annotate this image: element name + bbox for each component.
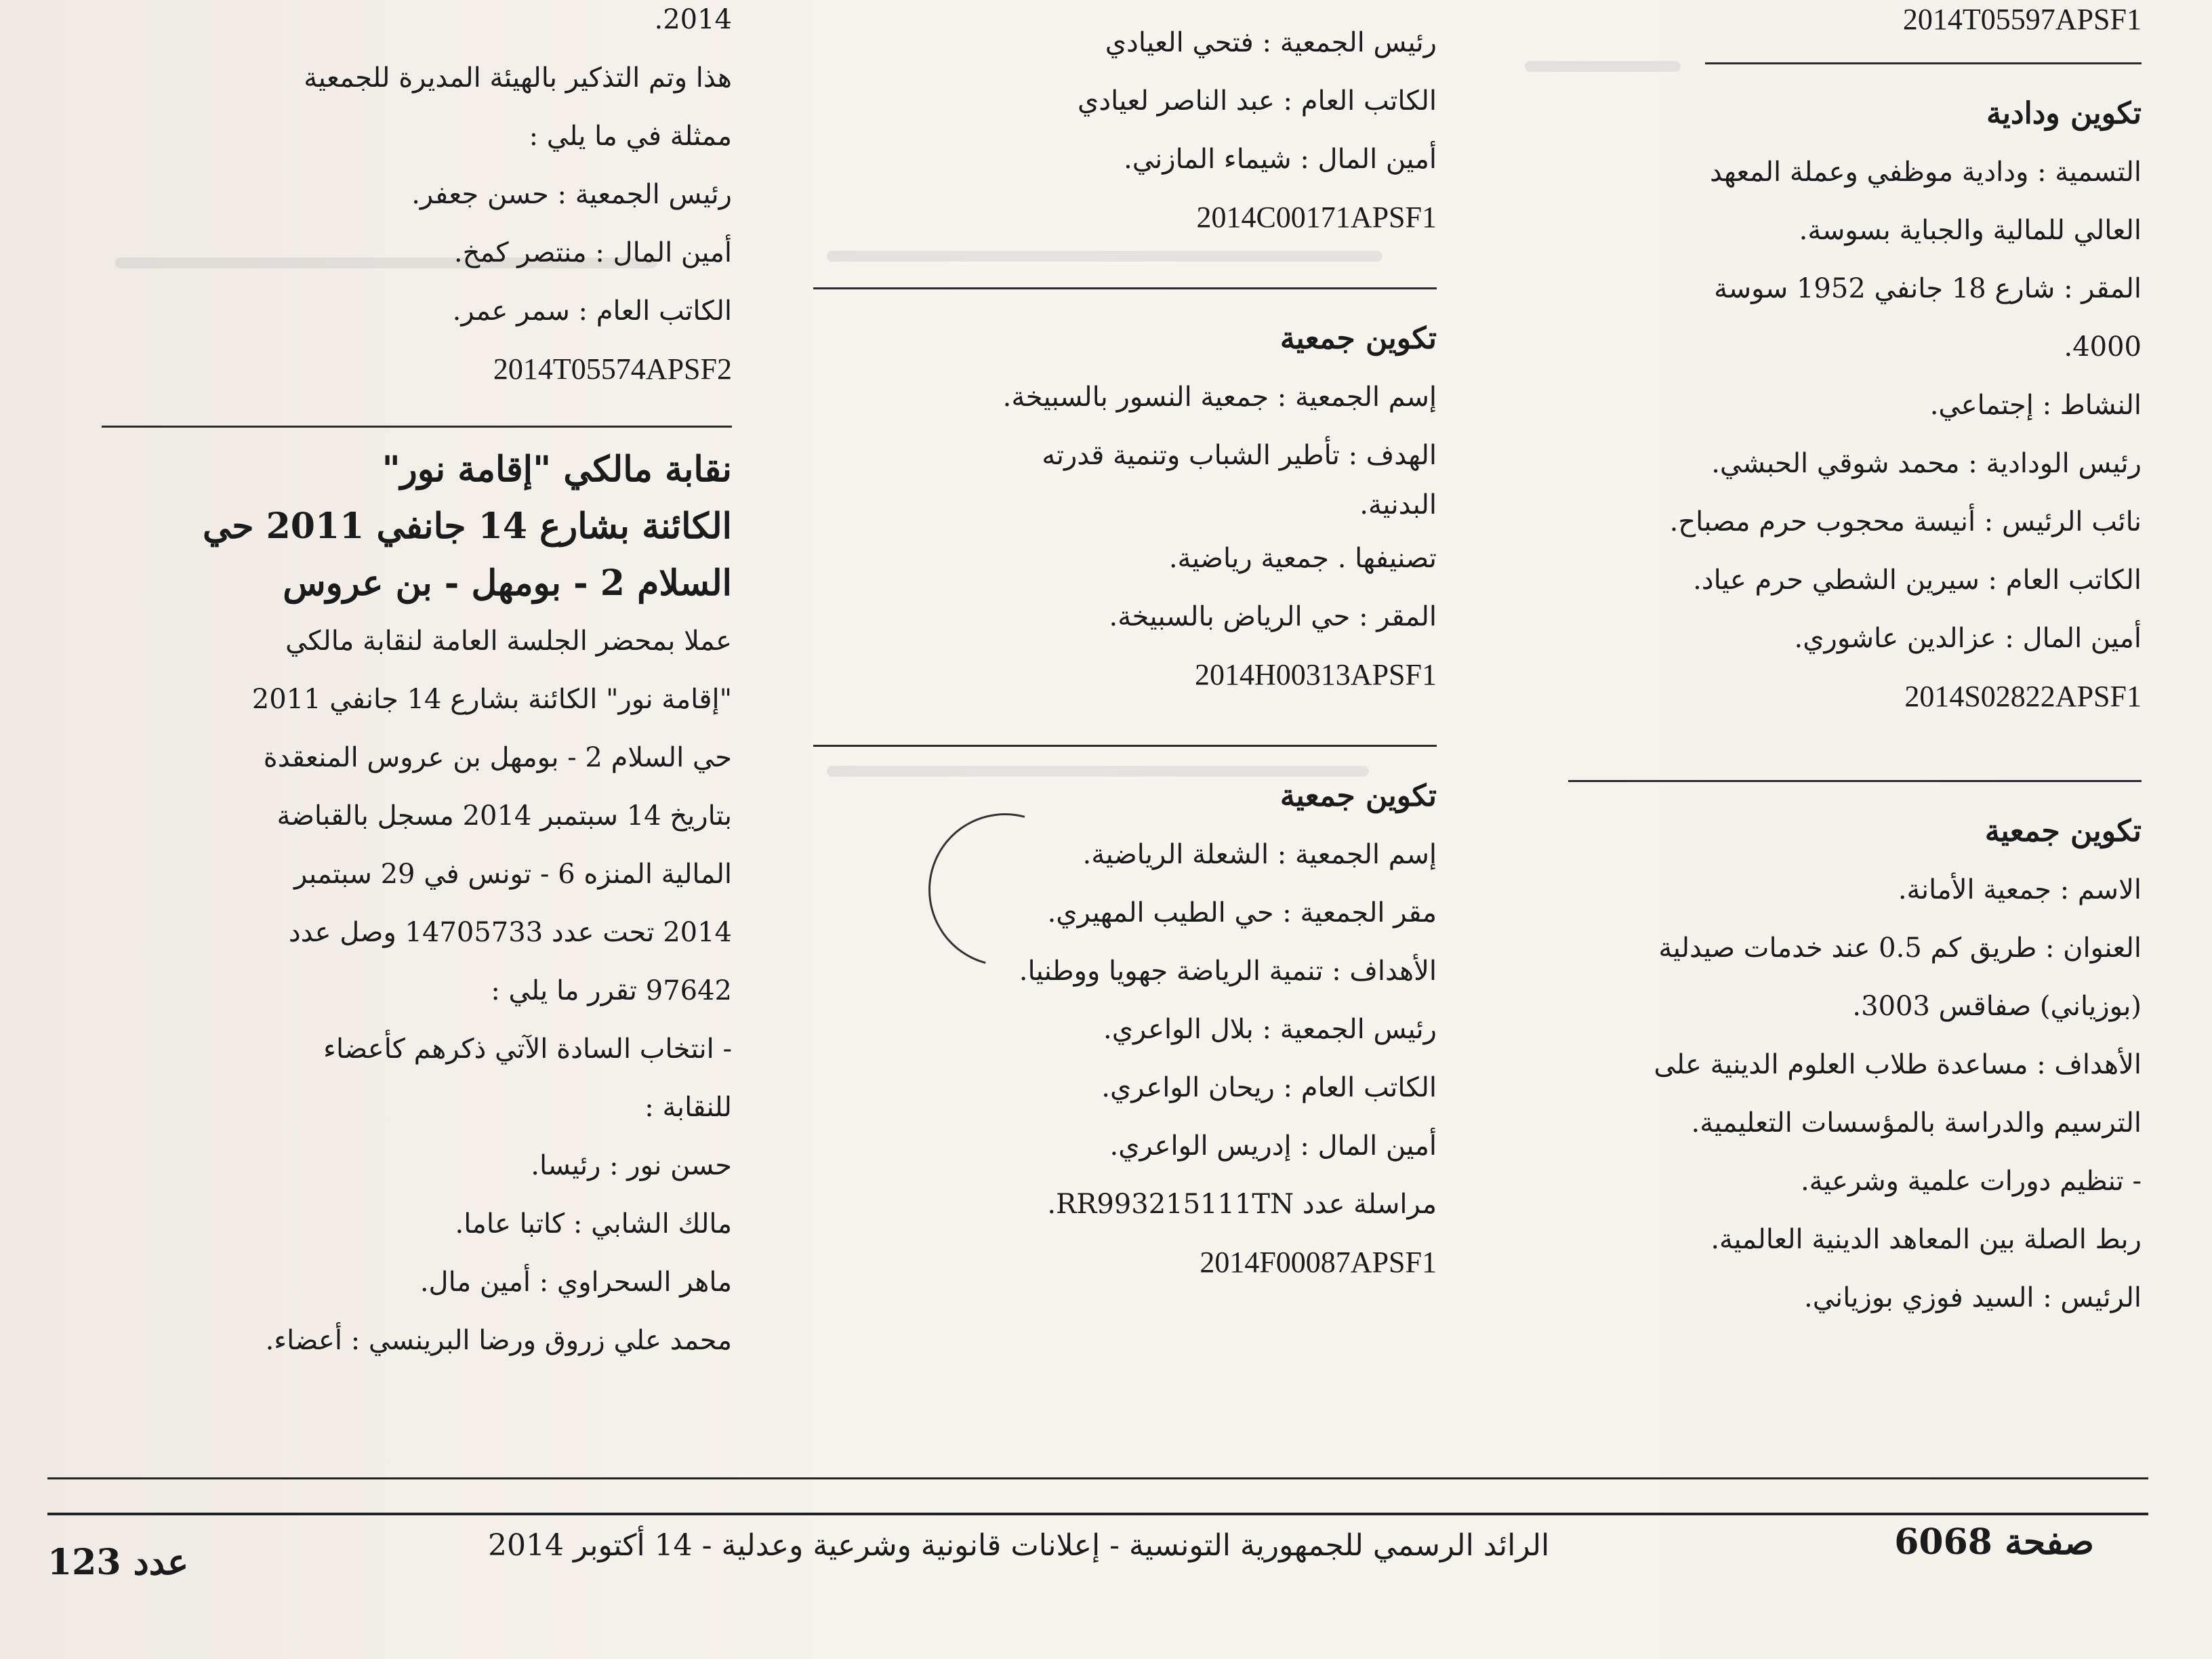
page-footer [41, 1521, 2135, 1603]
assoc-address: 4000. [2064, 331, 2142, 363]
assoc-name: العالي للمالية والجباية بسوسة. [1799, 215, 2142, 246]
assoc-treasurer: أمين المال : منتصر كمخ. [453, 237, 732, 268]
assoc-address: (بوزياني) صفاقس 3003. [1852, 991, 2142, 1022]
union-title: السلام 2 - بومهل - بن عروس [283, 562, 732, 604]
assoc-treasurer: أمين المال : عزالدين عاشوري. [1794, 623, 2142, 654]
paragraph-line: عملا بمحضر الجلسة العامة لنقابة مالكي [285, 626, 732, 657]
assoc-treasurer: أمين المال : إدريس الواعري. [1109, 1130, 1437, 1162]
date-fragment: 2014. [654, 4, 732, 35]
assoc-address: العنوان : طريق كم 0.5 عند خدمات صيدلية [1658, 933, 2142, 964]
separator [813, 745, 1437, 747]
assoc-name: إسم الجمعية : الشعلة الرياضية. [1082, 839, 1437, 870]
reference-code: 2014T05574APSF2 [493, 352, 732, 386]
paragraph-line: ممثلة في ما يلي : [529, 121, 732, 152]
assoc-address: المقر : حي الرياض بالسبيخة. [1109, 601, 1437, 632]
paragraph-line: حي السلام 2 - بومهل بن عروس المنعقدة [263, 742, 732, 773]
assoc-activity: النشاط : إجتماعي. [1929, 390, 2142, 421]
assoc-president: رئيس الجمعية : بلال الواعري. [1103, 1014, 1437, 1045]
assoc-goals: ربط الصلة بين المعاهد الدينية العالمية. [1711, 1224, 2142, 1255]
assoc-mail-ref: مراسلة عدد RR993215111TN. [1047, 1189, 1437, 1220]
paragraph-line: هذا وتم التذكير بالهيئة المديرة للجمعية [304, 62, 732, 94]
assoc-treasurer: أمين المال : شيماء المازني. [1124, 144, 1437, 175]
union-member: مالك الشابي : كاتبا عاما. [455, 1208, 732, 1240]
gazette-title: الرائد الرسمي للجمهورية التونسية - إعلانات قانونية وشرعية وعدلية - 14 أكتوبر 2014 [488, 1528, 1550, 1563]
issue-number: عدد 123 [47, 1542, 189, 1583]
separator [1568, 780, 2142, 782]
union-title: نقابة مالكي "إقامة نور" [382, 449, 732, 490]
assoc-president: رئيس الجمعية : حسن جعفر. [411, 179, 732, 210]
assoc-address: مقر الجمعية : حي الطيب المهيري. [1047, 897, 1437, 928]
reference-code: 2014H00313APSF1 [1195, 658, 1437, 691]
paragraph-line: "إقامة نور" الكائنة بشارع 14 جانفي 2011 [251, 684, 732, 715]
assoc-classification: تصنيفها . جمعية رياضية. [1168, 543, 1437, 574]
separator [813, 287, 1437, 289]
assoc-secretary: الكاتب العام : ريحان الواعري. [1101, 1072, 1437, 1103]
section-heading: تكوين ودادية [1986, 96, 2142, 131]
section-heading: تكوين جمعية [1279, 779, 1437, 813]
middle-column [813, 14, 1437, 1292]
assoc-goals: - تنظيم دورات علمية وشرعية. [1800, 1166, 2142, 1197]
assoc-secretary: الكاتب العام : سمر عمر. [452, 295, 732, 327]
section-heading: تكوين جمعية [1984, 814, 2142, 848]
left-column [102, 0, 732, 1370]
paragraph-line: بتاريخ 14 سبتمبر 2014 مسجل بالقباضة [276, 800, 732, 832]
assoc-name: الاسم : جمعية الأمانة. [1898, 874, 2142, 905]
assoc-president: الرئيس : السيد فوزي بوزياني. [1804, 1282, 2142, 1313]
union-title: الكائنة بشارع 14 جانفي 2011 حي [203, 506, 732, 547]
assoc-address: المقر : شارع 18 جانفي 1952 سوسة [1714, 273, 2142, 304]
assoc-goals: البدنية. [1359, 489, 1437, 520]
paragraph-line: - انتخاب السادة الآتي ذكرهم كأعضاء [323, 1033, 732, 1065]
reference-code: 2014C00171APSF1 [1196, 201, 1437, 234]
assoc-president: رئيس الجمعية : فتحي العيادي [1105, 27, 1437, 58]
assoc-secretary: الكاتب العام : عبد الناصر لعيادي [1078, 85, 1437, 117]
union-member: حسن نور : رئيسا. [531, 1150, 732, 1181]
union-member: محمد علي زروق ورضا البرينسي : أعضاء. [265, 1325, 732, 1356]
paragraph-line: 97642 تقرر ما يلي : [491, 975, 732, 1006]
right-column [1518, 0, 2142, 1327]
reference-code: 2014T05597APSF1 [1902, 3, 2142, 36]
assoc-secretary: الكاتب العام : سيرين الشطي حرم عياد. [1693, 565, 2142, 596]
reference-code: 2014S02822APSF1 [1904, 680, 2142, 713]
assoc-name: التسمية : ودادية موظفي وعملة المعهد [1709, 157, 2142, 188]
separator [102, 426, 732, 428]
union-member: ماهر السحراوي : أمين مال. [419, 1267, 732, 1298]
assoc-president: رئيس الودادية : محمد شوقي الحبشي. [1711, 448, 2142, 479]
assoc-name: إسم الجمعية : جمعية النسور بالسبيخة. [1002, 382, 1437, 413]
paragraph-line: 2014 تحت عدد 14705733 وصل عدد [288, 917, 732, 948]
section-heading: تكوين جمعية [1279, 321, 1437, 356]
assoc-goals: الهدف : تأطير الشباب وتنمية قدرته [1042, 440, 1437, 471]
assoc-vice-president: نائب الرئيس : أنيسة محجوب حرم مصباح. [1669, 506, 2142, 537]
footer-rule [47, 1513, 2148, 1515]
assoc-goals: الترسيم والدراسة بالمؤسسات التعليمية. [1691, 1107, 2142, 1139]
separator [1705, 62, 2142, 64]
footer-rule [47, 1477, 2148, 1479]
assoc-goals: الأهداف : مساعدة طلاب العلوم الدينية على [1654, 1049, 2142, 1080]
reference-code: 2014F00087APSF1 [1200, 1246, 1437, 1279]
assoc-goals: الأهداف : تنمية الرياضة جهويا ووطنيا. [1019, 956, 1437, 987]
paragraph-line: المالية المنزه 6 - تونس في 29 سبتمبر [293, 859, 732, 890]
paragraph-line: للنقابة : [644, 1092, 732, 1123]
page-number: صفحة 6068 [1894, 1521, 2094, 1563]
